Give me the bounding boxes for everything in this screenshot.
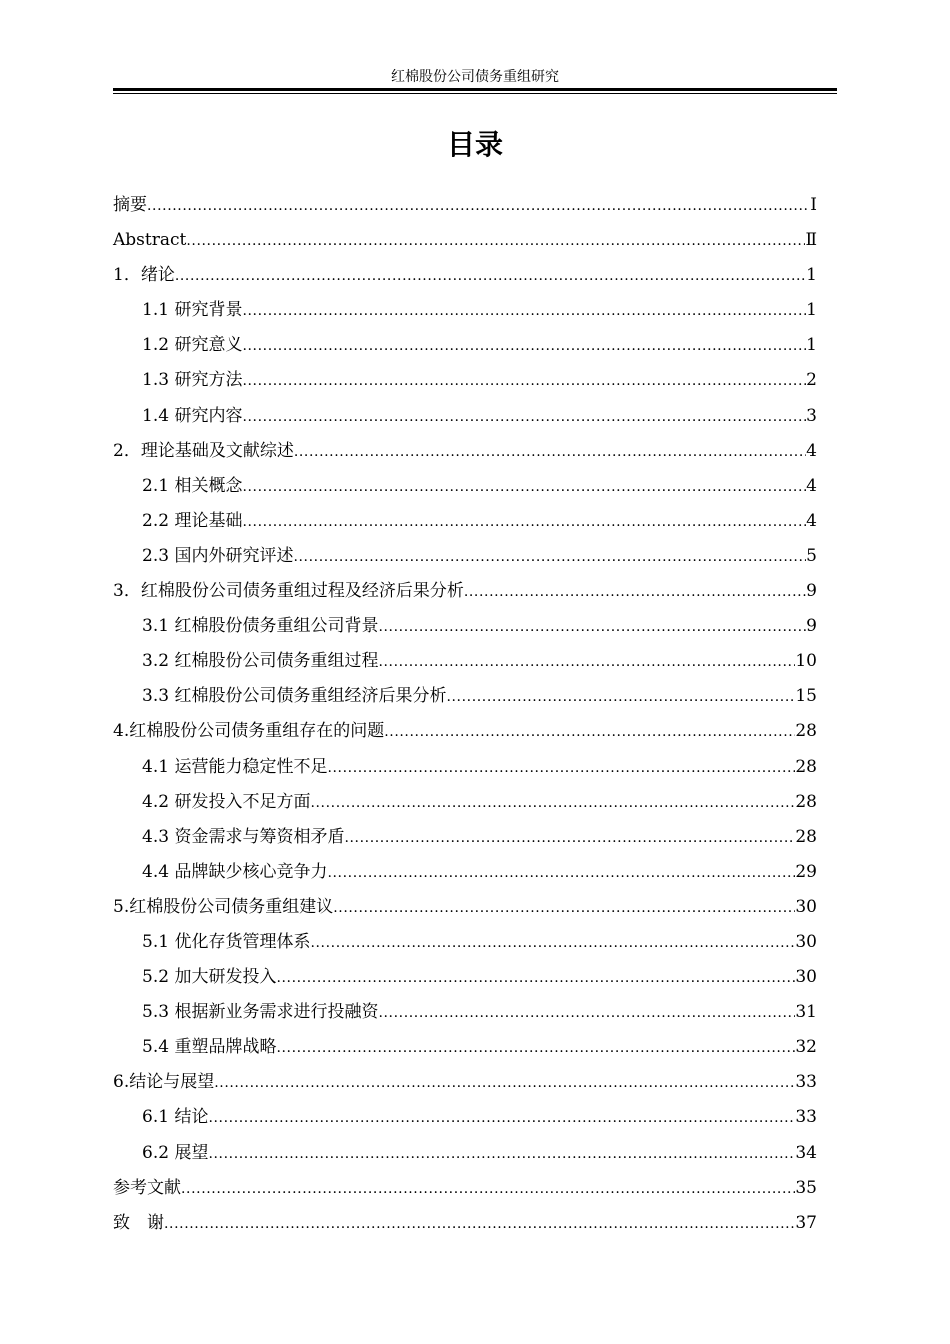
toc-entry-label: 4.2 研发投入不足方面	[142, 791, 311, 812]
toc-entry-label: 2.3 国内外研究评述	[142, 545, 294, 566]
toc-entry-page-number: 30	[795, 931, 817, 952]
toc-entry-label: 5.3 根据新业务需求进行投融资	[142, 1002, 379, 1023]
toc-dot-leader	[446, 682, 795, 711]
toc-title: 目录	[446, 128, 503, 161]
toc-dot-leader	[242, 402, 806, 431]
toc-entry[interactable]	[113, 1103, 817, 1138]
toc-entry[interactable]	[113, 1139, 817, 1174]
toc-entry-label: 2.1 相关概念	[142, 475, 243, 496]
toc-dot-leader	[384, 717, 795, 746]
toc-entry-page-number: 1	[806, 300, 817, 321]
toc-dot-leader	[293, 542, 806, 571]
toc-entry-page-number: 34	[795, 1142, 817, 1163]
toc-entry-label: 6.结论与展望	[113, 1072, 215, 1093]
toc-entry[interactable]	[113, 296, 817, 331]
toc-entry-page-number: 15	[795, 686, 817, 707]
toc-entry-label: 4.4 品牌缺少核心竞争力	[142, 861, 328, 882]
toc-entry[interactable]	[113, 928, 817, 963]
toc-entry[interactable]	[113, 647, 817, 682]
toc-entry-page-number: 9	[806, 616, 817, 637]
toc-dot-leader	[242, 472, 806, 501]
toc-entry-page-number: 9	[806, 581, 817, 602]
header-rule-thin	[113, 93, 837, 94]
toc-entry-page-number: Ⅱ	[805, 230, 817, 251]
toc-entry[interactable]	[113, 542, 817, 577]
toc-dot-leader	[327, 858, 795, 887]
toc-entry-page-number: 28	[795, 826, 817, 847]
toc-entry-label: 1.2 研究意义	[142, 335, 243, 356]
toc-entry-page-number: 4	[806, 475, 817, 496]
toc-dot-leader	[378, 647, 795, 676]
toc-entry-page-number: 30	[795, 896, 817, 917]
toc-entry-page-number: 1	[806, 265, 817, 286]
toc-entry[interactable]	[113, 788, 817, 823]
toc-dot-leader	[327, 753, 795, 782]
toc-dot-leader	[208, 1103, 795, 1132]
toc-entry-label: Abstract	[113, 230, 187, 251]
toc-entry-label: 1.3 研究方法	[142, 370, 243, 391]
toc-entry-page-number: 30	[795, 967, 817, 988]
toc-dot-leader	[276, 963, 795, 992]
toc-entry[interactable]	[113, 437, 817, 472]
toc-entry-label: 3.2 红棉股份公司债务重组过程	[142, 651, 379, 672]
toc-entry-label: 摘要	[113, 195, 147, 215]
toc-dot-leader	[147, 191, 810, 220]
toc-entry[interactable]	[113, 191, 817, 226]
toc-dot-leader	[175, 261, 806, 290]
toc-dot-leader	[242, 331, 806, 360]
toc-entry-label: 5.1 优化存货管理体系	[142, 931, 311, 952]
toc-dot-leader	[464, 577, 806, 606]
toc-entry[interactable]	[113, 893, 817, 928]
toc-dot-leader	[208, 1139, 795, 1168]
toc-entry[interactable]	[113, 858, 817, 893]
toc-entry-label: 3.3 红棉股份公司债务重组经济后果分析	[142, 686, 447, 707]
toc-entry-page-number: 3	[806, 405, 817, 426]
toc-entry-label: 1.1 研究背景	[142, 300, 243, 321]
toc-entry[interactable]	[113, 823, 817, 858]
toc-entry-label: 1.4 研究内容	[142, 405, 243, 426]
toc-entry[interactable]	[113, 1209, 817, 1244]
toc-entry[interactable]	[113, 402, 817, 437]
toc-entry-label: 4.红棉股份公司债务重组存在的问题	[113, 721, 385, 742]
toc-entry-label: 4.1 运营能力稳定性不足	[142, 756, 328, 777]
toc-dot-leader	[294, 437, 806, 466]
toc-entry-page-number: 28	[795, 756, 817, 777]
toc-entry-page-number: 2	[806, 370, 817, 391]
toc-dot-leader	[186, 226, 805, 255]
toc-entry-page-number: Ⅰ	[810, 195, 817, 215]
toc-entry-label: 5.2 加大研发投入	[142, 967, 277, 988]
toc-entry[interactable]	[113, 1068, 817, 1103]
toc-entry[interactable]	[113, 1174, 817, 1209]
toc-entry-label: 5.红棉股份公司债务重组建议	[113, 896, 334, 917]
toc-entry-label: 参考文献	[113, 1177, 181, 1198]
toc-entry-label: 5.4 重塑品牌战略	[142, 1037, 277, 1058]
toc-dot-leader	[181, 1174, 795, 1203]
toc-entry-label: 4.3 资金需求与筹资相矛盾	[142, 826, 345, 847]
toc-entry[interactable]	[113, 472, 817, 507]
toc-dot-leader	[164, 1209, 795, 1238]
toc-entry-page-number: 28	[795, 791, 817, 812]
toc-dot-leader	[242, 507, 806, 536]
toc-dot-leader	[310, 928, 795, 957]
toc-entry-page-number: 33	[795, 1072, 817, 1093]
toc-entry-page-number: 29	[795, 861, 817, 882]
toc-dot-leader	[378, 998, 795, 1027]
toc-dot-leader	[214, 1068, 795, 1097]
toc-dot-leader	[344, 823, 795, 852]
toc-dot-leader	[242, 296, 806, 325]
toc-entry[interactable]	[113, 577, 817, 612]
toc-entry-page-number: 35	[795, 1177, 817, 1198]
toc-entry[interactable]	[113, 963, 817, 998]
toc-dot-leader	[333, 893, 795, 922]
toc-entry-label: 2．理论基础及文献综述	[113, 440, 294, 461]
toc-entry[interactable]	[113, 331, 817, 366]
table-of-contents	[113, 191, 817, 1244]
toc-entry[interactable]	[113, 507, 817, 542]
toc-entry[interactable]	[113, 1033, 817, 1068]
toc-entry[interactable]	[113, 612, 817, 647]
toc-entry[interactable]	[113, 717, 817, 752]
toc-entry-page-number: 37	[795, 1212, 817, 1233]
toc-entry-label: 致 谢	[113, 1212, 164, 1233]
toc-entry[interactable]	[113, 261, 817, 296]
toc-dot-leader	[378, 612, 806, 641]
toc-entry-page-number: 4	[806, 510, 817, 531]
toc-entry-page-number: 1	[806, 335, 817, 356]
toc-entry[interactable]	[113, 998, 817, 1033]
toc-dot-leader	[310, 788, 795, 817]
toc-entry-label: 6.2 展望	[142, 1142, 209, 1163]
toc-entry[interactable]	[113, 753, 817, 788]
toc-entry-page-number: 5	[806, 545, 817, 566]
toc-entry[interactable]	[113, 366, 817, 401]
toc-entry-page-number: 4	[806, 440, 817, 461]
toc-entry-page-number: 32	[795, 1037, 817, 1058]
toc-entry-page-number: 28	[795, 721, 817, 742]
toc-entry[interactable]	[113, 682, 817, 717]
toc-entry-label: 3.1 红棉股份债务重组公司背景	[142, 616, 379, 637]
toc-dot-leader	[276, 1033, 795, 1062]
toc-dot-leader	[242, 366, 806, 395]
toc-entry[interactable]	[113, 226, 817, 261]
header-rule-thick	[113, 88, 837, 91]
toc-entry-label: 1．绪论	[113, 265, 175, 286]
toc-entry-label: 3．红棉股份公司债务重组过程及经济后果分析	[113, 581, 464, 602]
toc-entry-label: 2.2 理论基础	[142, 510, 243, 531]
toc-entry-page-number: 31	[795, 1002, 817, 1023]
toc-entry-page-number: 33	[795, 1107, 817, 1128]
running-header: 红棉股份公司债务重组研究	[391, 69, 559, 85]
toc-entry-page-number: 10	[795, 651, 817, 672]
toc-entry-label: 6.1 结论	[142, 1107, 209, 1128]
